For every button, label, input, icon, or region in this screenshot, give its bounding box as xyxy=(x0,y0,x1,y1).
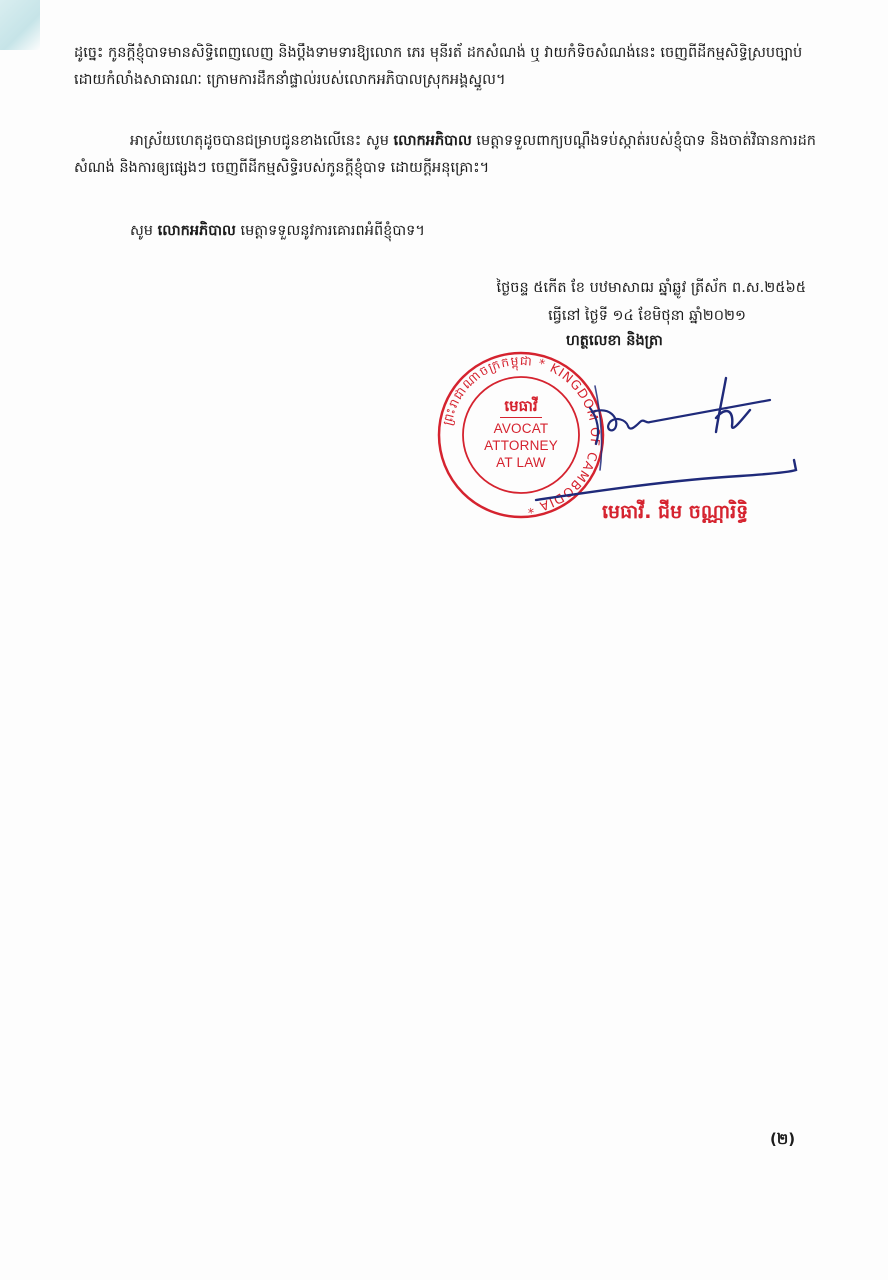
paragraph-claim xyxy=(74,40,818,94)
paragraph-closing-addressee: លោកអភិបាល xyxy=(157,223,236,239)
paragraph-claim-text: ដូច្នេះ កូនក្តីខ្ញុំបាទមានសិទ្ធិពេញលេញ និងប្តឹងទាមទារឱ្យលោក ភេរ មុនីរត័ ដកសំណង់ ឬ វាយកំទិចសំណង់នេះ ចេញពីដីកម្មសិទ្ធិស្របច្បាប់ ដោយកំលាំងសាធារណៈ ក្រោមការដឹកនាំផ្ទាល់របស់លោកអភិបាលស្រុកអង្គស្នួល។ xyxy=(74,45,803,88)
paragraph-request xyxy=(74,128,818,182)
seal-line-attorney: ATTORNEY xyxy=(484,438,558,453)
date-solar: ធ្វើនៅ ថ្ងៃទី ១៤ ខែមិថុនា ឆ្នាំ២០២១ xyxy=(548,308,746,324)
page-number: (២) xyxy=(770,1130,796,1148)
seal-ring-text: ព្រះរាជាណាចក្រកម្ពុជា * KINGDOM OF CAMBODIA * xyxy=(439,352,604,517)
paragraph-closing-post: មេត្តាទទួលនូវការគោរពអំពីខ្ញុំបាទ។ xyxy=(235,223,425,239)
paragraph-request-addressee: លោកអភិបាល xyxy=(393,133,472,149)
handwritten-signature xyxy=(440,360,820,520)
seal-line-avocat: AVOCAT xyxy=(493,421,549,436)
seal-title-kh: មេធាវី xyxy=(500,398,541,418)
scan-corner-mark xyxy=(0,0,40,50)
signature-label: ហត្ថលេខា និងត្រា xyxy=(566,333,663,349)
paragraph-request-post: មេត្តាទទួលពាក្យបណ្តឹងទប់ស្កាត់របស់ខ្ញុំបាទ និងចាត់វិធានការដកសំណង់ និងការឲ្យផ្សេងៗ ចេញពីដីកម្មសិទ្ធិរបស់កូនក្តីខ្ញុំបាទ ដោយក្តីអនុគ្រោះ។ xyxy=(74,133,816,176)
date-block xyxy=(386,274,806,330)
date-lunar: ថ្ងៃចន្ទ ៥កើត ខែ បឋមាសាឍ ឆ្នាំឆ្លូវ ត្រីស័ក ព.ស.២៥៦៥ xyxy=(496,280,806,296)
signer-name: មេធាវី. ជីម ចណ្ណារិទ្ធិ xyxy=(602,501,749,523)
paragraph-closing xyxy=(130,218,820,245)
paragraph-request-pre: អាស្រ័យហេតុដូចបានជម្រាបជូនខាងលើនេះ សូម xyxy=(130,133,394,149)
paragraph-closing-pre: សូម xyxy=(130,223,158,239)
seal-line-at-law: AT LAW xyxy=(496,455,546,470)
